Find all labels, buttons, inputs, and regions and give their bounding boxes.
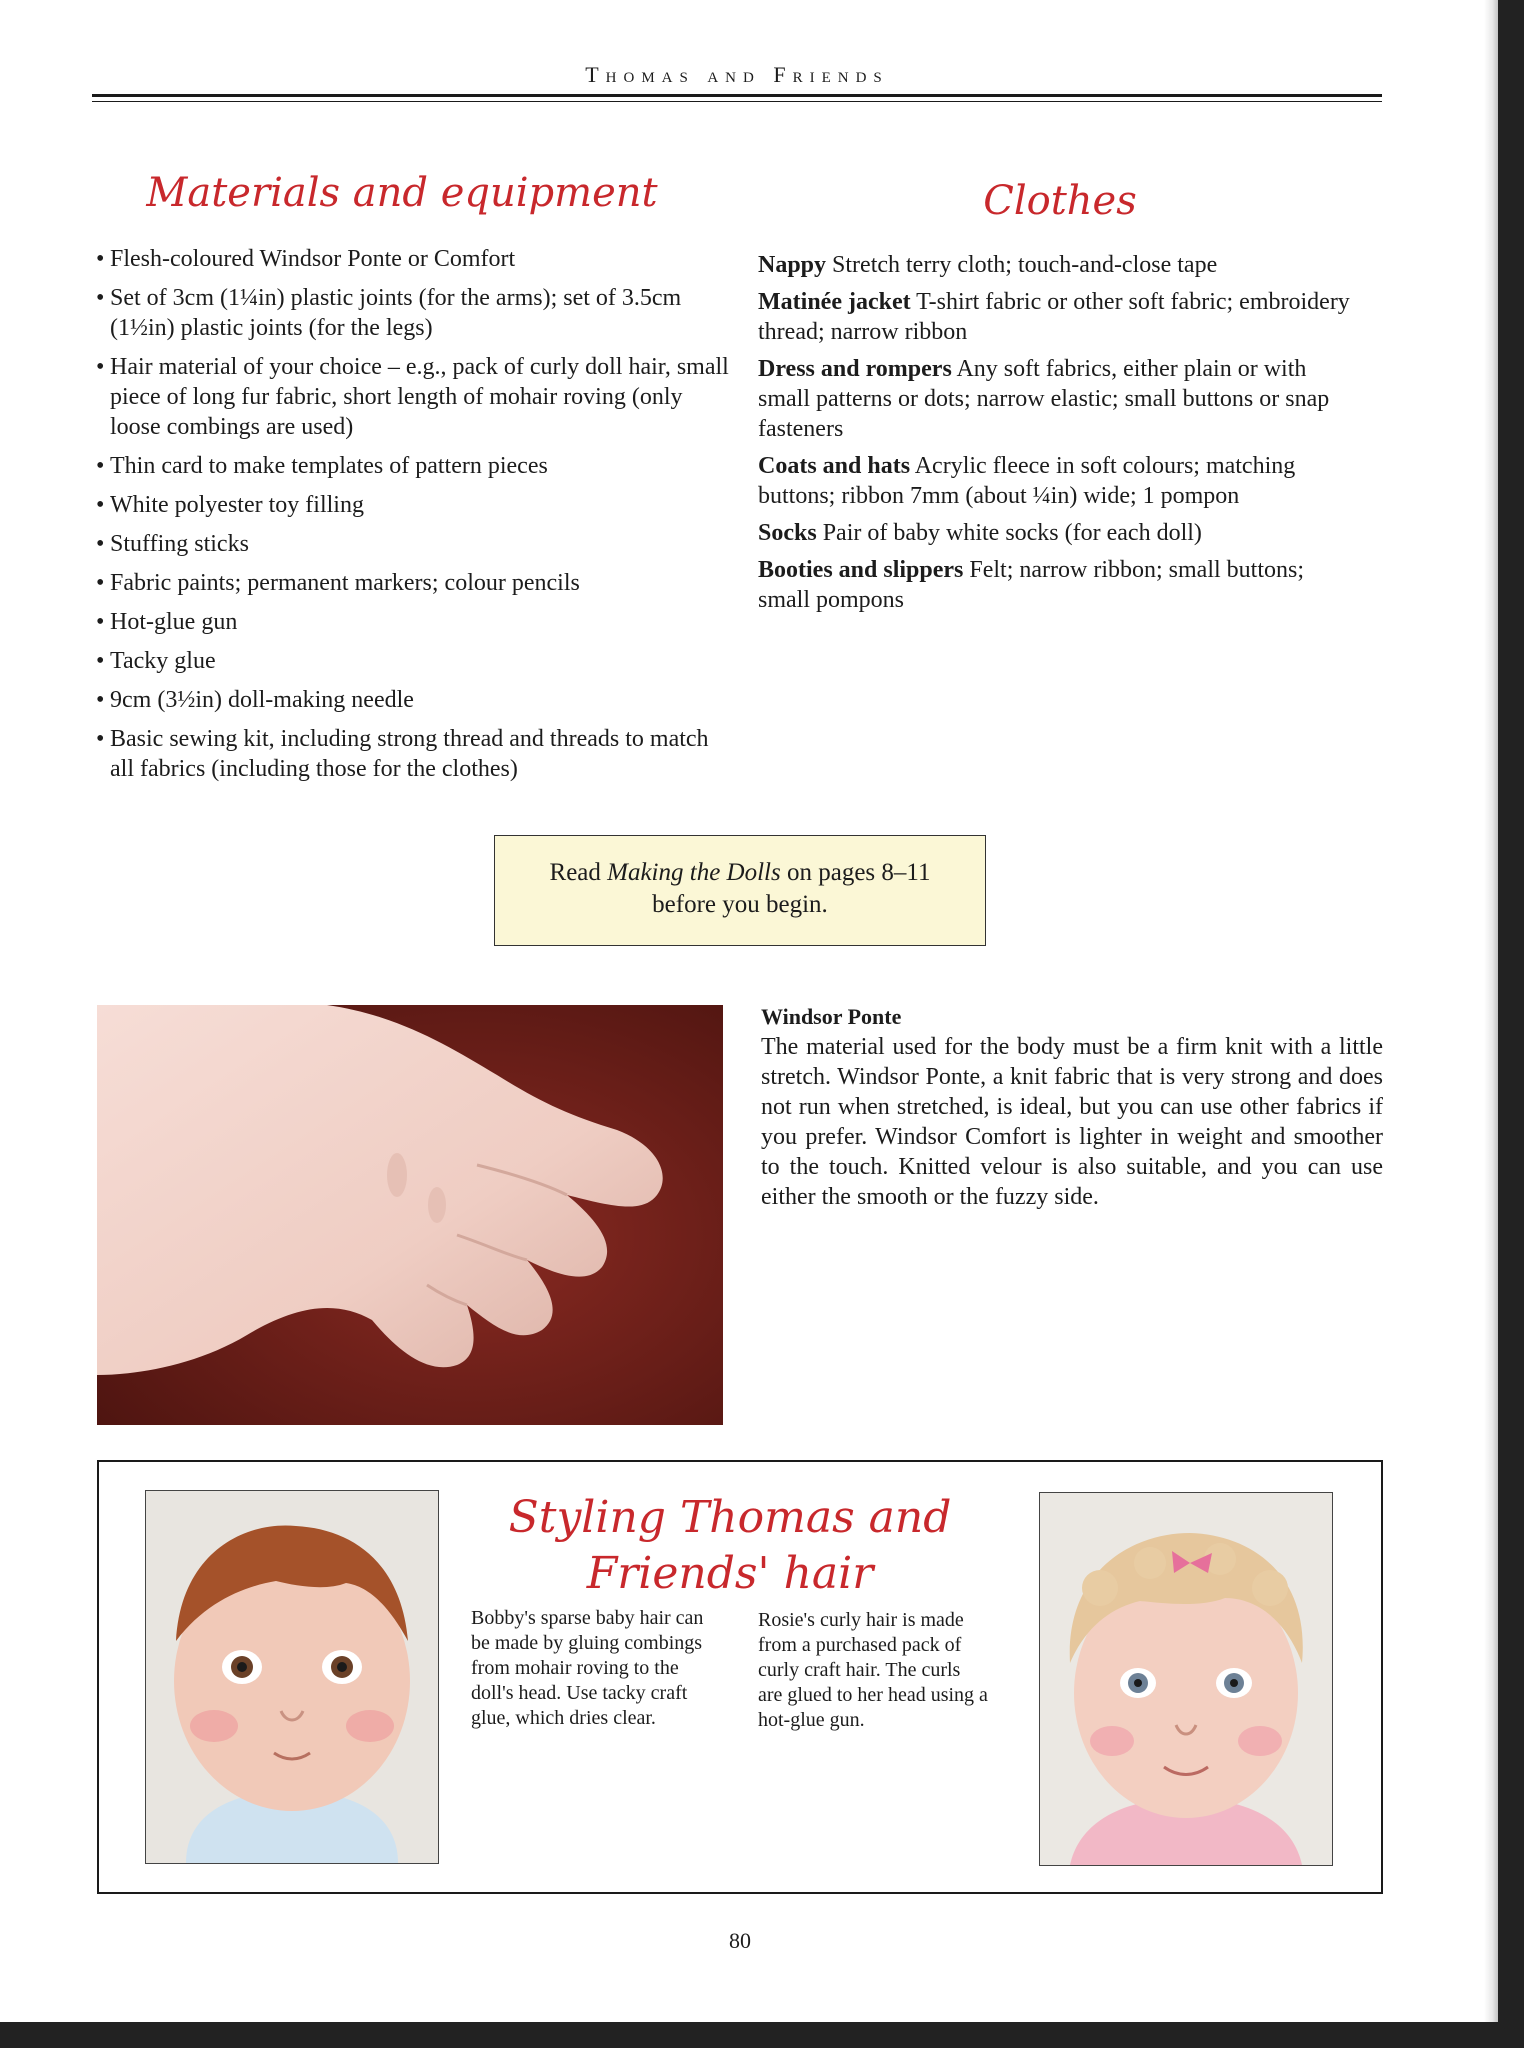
list-item: • 9cm (3½in) doll-making needle <box>96 685 736 715</box>
header-rule-thin <box>92 101 1382 102</box>
windsor-section <box>761 1002 1383 1212</box>
fabric-hand-illustration <box>97 1005 723 1425</box>
bobby-doll-illustration <box>146 1491 438 1863</box>
list-item <box>758 287 1358 347</box>
styling-heading-line-1: Styling Thomas and <box>508 1492 952 1543</box>
windsor-heading: Windsor Ponte <box>761 1004 902 1029</box>
clothes-item-name: Booties and slippers <box>758 557 964 583</box>
clothes-item-desc: Pair of baby white socks (for each doll) <box>816 520 1202 546</box>
materials-list <box>96 244 736 793</box>
running-head: Thomas and Friends <box>585 62 889 87</box>
list-item: • Fabric paints; permanent markers; colour pencils <box>96 568 736 598</box>
hand-photo <box>97 1005 723 1425</box>
list-item <box>758 451 1358 511</box>
list-item: • Basic sewing kit, including strong thread and threads to match all fabrics (including those for the clothes) <box>96 724 736 784</box>
clothes-list <box>758 250 1358 622</box>
styling-heading-line-2: Friends' hair <box>586 1548 874 1599</box>
header-rule <box>92 94 1382 97</box>
callout-box <box>494 835 986 946</box>
callout-book-title: Making the Dolls <box>607 859 781 886</box>
clothes-item-desc: Any soft fabrics, either plain or with small patterns or dots; narrow elastic; small buttons or snap fasteners <box>758 356 1330 442</box>
clothes-item-name: Matinée jacket <box>758 289 911 315</box>
clothes-item-name: Nappy <box>758 252 827 278</box>
scan-border-right <box>1498 0 1524 2048</box>
list-item: • Hot-glue gun <box>96 607 736 637</box>
clothes-item-desc: Acrylic fleece in soft colours; matching buttons; ribbon 7mm (about ¼in) wide; 1 pompon <box>758 453 1296 509</box>
clothes-item-name: Dress and rompers <box>758 356 952 382</box>
materials-heading: Materials and equipment <box>146 170 658 216</box>
callout-pages: on pages 8–11 <box>780 859 931 886</box>
clothes-item-desc: Felt; narrow ribbon; small buttons; small pompons <box>758 557 1305 613</box>
callout-prefix: Read <box>549 859 608 886</box>
clothes-heading: Clothes <box>983 178 1137 224</box>
list-item <box>758 354 1358 444</box>
clothes-item-desc: T-shirt fabric or other soft fabric; embroidery thread; narrow ribbon <box>758 289 1350 345</box>
page-number: 80 <box>729 1928 751 1953</box>
list-item: • Set of 3cm (1¼in) plastic joints (for the arms); set of 3.5cm (1½in) plastic joints (for the legs) <box>96 283 736 343</box>
scan-border-bottom <box>0 2022 1524 2048</box>
bobby-caption: Bobby's sparse baby hair can be made by gluing combings from mohair roving to the doll's head. Use tacky craft glue, which dries clear. <box>471 1607 704 1729</box>
page-edge-shadow <box>1484 0 1498 2048</box>
list-item: • Stuffing sticks <box>96 529 736 559</box>
clothes-item-name: Socks <box>758 520 817 546</box>
list-item: • Thin card to make templates of pattern pieces <box>96 451 736 481</box>
clothes-item-desc: Stretch terry cloth; touch-and-close tape <box>826 252 1218 278</box>
rosie-doll-illustration <box>1040 1493 1332 1865</box>
styling-heading <box>460 1490 1000 1602</box>
list-item: • Tacky glue <box>96 646 736 676</box>
callout-line-2: before you begin. <box>652 891 828 918</box>
list-item: • Flesh-coloured Windsor Ponte or Comfort <box>96 244 736 274</box>
list-item: • Hair material of your choice – e.g., pack of curly doll hair, small piece of long fur fabric, short length of mohair roving (only loose combings are used) <box>96 352 736 442</box>
rosie-caption: Rosie's curly hair is made from a purchased pack of curly craft hair. The curls are glued to her head using a hot-glue gun. <box>758 1609 988 1731</box>
list-item <box>758 555 1358 615</box>
bobby-portrait <box>145 1490 439 1864</box>
list-item <box>758 518 1358 548</box>
list-item <box>758 250 1358 280</box>
clothes-item-name: Coats and hats <box>758 453 911 479</box>
rosie-portrait <box>1039 1492 1333 1866</box>
list-item: • White polyester toy filling <box>96 490 736 520</box>
callout-line-1 <box>495 857 985 889</box>
windsor-body: The material used for the body must be a firm knit with a little stretch. Windsor Ponte, a knit fabric that is very strong and does not run when stretched, is ideal, but you can use other fabrics if you prefer. Windsor Comfort is lighter in weight and smoother to the touch. Knitted velour is also suitable, and you can use either the smooth or the fuzzy side. <box>761 1034 1383 1210</box>
